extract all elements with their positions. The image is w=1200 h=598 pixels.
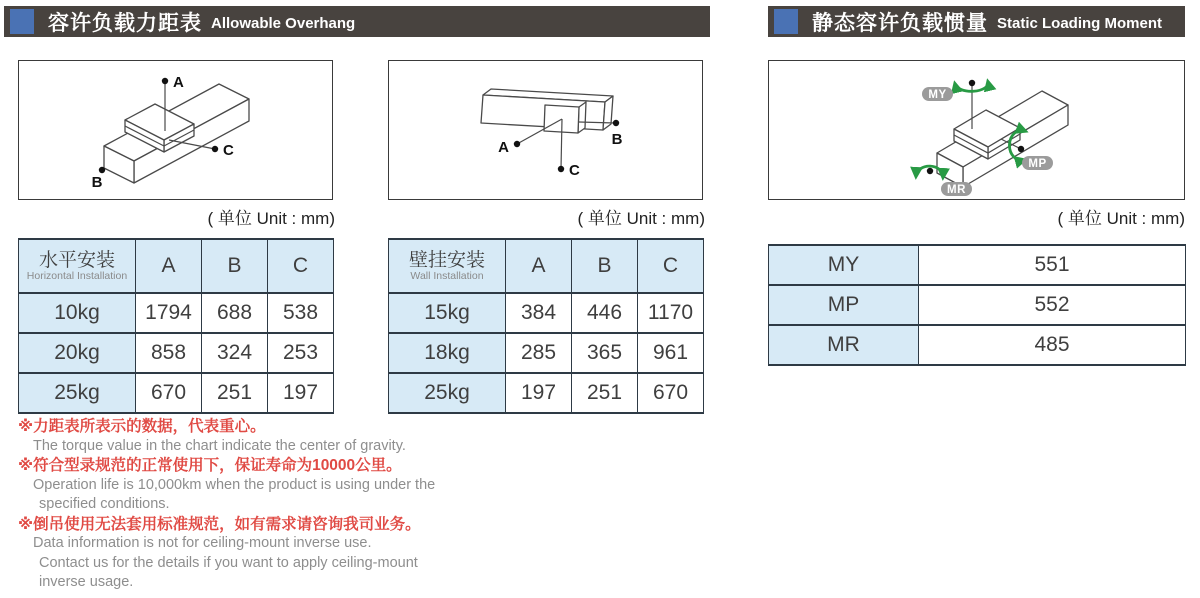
mr-axis-dot [927, 168, 933, 174]
value-cell: 384 [506, 293, 572, 333]
installation-header-cell [389, 239, 506, 293]
load-cell: 10kg [19, 293, 136, 333]
moment-label-cell: MR [769, 325, 919, 365]
table-header-row [19, 239, 334, 293]
installation-title-en: Horizontal Installation [26, 270, 128, 282]
note-en: specified conditions. [39, 496, 170, 512]
point-a-dot [162, 78, 168, 84]
value-cell: 446 [572, 293, 638, 333]
slider-block [544, 102, 586, 133]
unit-label: ( 单位 Unit : mm) [207, 209, 335, 228]
point-a-dot [514, 141, 520, 147]
blue-accent-square [774, 9, 798, 34]
column-header-b: B [202, 239, 268, 293]
moment-value-cell: 551 [919, 245, 1186, 285]
value-cell: 858 [136, 333, 202, 373]
blue-accent-square [10, 9, 34, 34]
footnotes [18, 417, 618, 593]
point-b-label: B [611, 131, 623, 148]
table-header-row [389, 239, 704, 293]
value-cell: 251 [572, 373, 638, 413]
value-cell: 688 [202, 293, 268, 333]
section-header-allowable-overhang [4, 6, 710, 37]
value-cell: 365 [572, 333, 638, 373]
installation-title-zh: 水平安装 [38, 250, 115, 271]
table-row [769, 285, 1186, 325]
load-cell: 25kg [19, 373, 136, 413]
value-cell: 1794 [136, 293, 202, 333]
point-b-dot [613, 120, 619, 126]
note-zh: ※符合型录规范的正常使用下，保证寿命为10000公里。 [18, 457, 402, 474]
point-a-label: A [498, 139, 509, 156]
note-en: The torque value in the chart indicate the center of gravity. [33, 437, 406, 454]
note-zh: ※倒吊使用无法套用标准规范，如有需求请咨询我司业务。 [18, 515, 421, 533]
table-row [769, 245, 1186, 285]
value-cell: 251 [202, 373, 268, 413]
static-moment-table [768, 244, 1186, 366]
table-row [389, 333, 704, 373]
load-cell: 15kg [389, 293, 506, 333]
installation-header-cell [19, 239, 136, 293]
note-en: Contact us for the details if you want to apply ceiling-mount [39, 554, 418, 571]
value-cell: 285 [506, 333, 572, 373]
point-a-label: A [173, 74, 184, 91]
section-title-en: Static Loading Moment [997, 15, 1162, 32]
moment-rail-drawing [769, 61, 1183, 198]
column-header-a: A [506, 239, 572, 293]
point-c-dot [212, 146, 218, 152]
value-cell: 961 [638, 333, 704, 373]
mr-badge-label: MR [947, 184, 966, 196]
value-cell: 197 [506, 373, 572, 413]
note-zh: ※力距表所表示的数据，代表重心。 [18, 418, 266, 435]
unit-label: ( 单位 Unit : mm) [1057, 209, 1185, 228]
moment-value-cell: 552 [919, 285, 1186, 325]
my-axis-dot [969, 80, 975, 86]
note-en: Operation life is 10,000km when the product is using under the [33, 476, 436, 493]
installation-title-en: Wall Installation [410, 270, 484, 282]
table-row [389, 373, 704, 413]
installation-title-zh: 壁挂安装 [408, 250, 485, 271]
load-cell: 25kg [389, 373, 506, 413]
point-c-label: C [569, 162, 580, 179]
point-c-dot [558, 166, 564, 172]
value-cell: 253 [268, 333, 334, 373]
table-row [19, 373, 334, 413]
column-header-b: B [572, 239, 638, 293]
point-b-dot [99, 167, 105, 173]
moment-value-cell: 485 [919, 325, 1186, 365]
horizontal-installation-table [18, 238, 334, 414]
table-row [769, 325, 1186, 365]
section-title-en: Allowable Overhang [211, 15, 356, 32]
value-cell: 670 [638, 373, 704, 413]
column-header-c: C [638, 239, 704, 293]
static-moment-diagram [768, 60, 1185, 200]
value-cell: 324 [202, 333, 268, 373]
value-cell: 1170 [638, 293, 704, 333]
horizontal-installation-diagram [18, 60, 333, 200]
load-cell: 18kg [389, 333, 506, 373]
note-en: Data information is not for ceiling-mount inverse use. [33, 535, 372, 551]
section-title-zh: 静态容许负载惯量 [812, 11, 988, 35]
point-c-label: C [223, 142, 234, 159]
table-row [19, 333, 334, 373]
wall-installation-diagram [388, 60, 703, 200]
moment-label-cell: MY [769, 245, 919, 285]
mp-axis-dot [1018, 146, 1024, 152]
horizontal-rail-drawing [19, 61, 331, 198]
wall-installation-table [388, 238, 704, 414]
unit-label: ( 单位 Unit : mm) [577, 209, 705, 228]
mp-badge-label: MP [1028, 158, 1047, 170]
column-header-a: A [136, 239, 202, 293]
wall-rail-drawing [389, 61, 701, 198]
section-header-static-loading-moment [768, 6, 1185, 37]
value-cell: 197 [268, 373, 334, 413]
load-cell: 20kg [19, 333, 136, 373]
section-title-zh: 容许负载力距表 [48, 11, 202, 35]
my-badge-label: MY [928, 89, 947, 101]
table-row [389, 293, 704, 333]
table-row [19, 293, 334, 333]
point-b-label: B [91, 174, 103, 191]
value-cell: 670 [136, 373, 202, 413]
moment-label-cell: MP [769, 285, 919, 325]
column-header-c: C [268, 239, 334, 293]
value-cell: 538 [268, 293, 334, 333]
note-en: inverse usage. [39, 574, 134, 590]
